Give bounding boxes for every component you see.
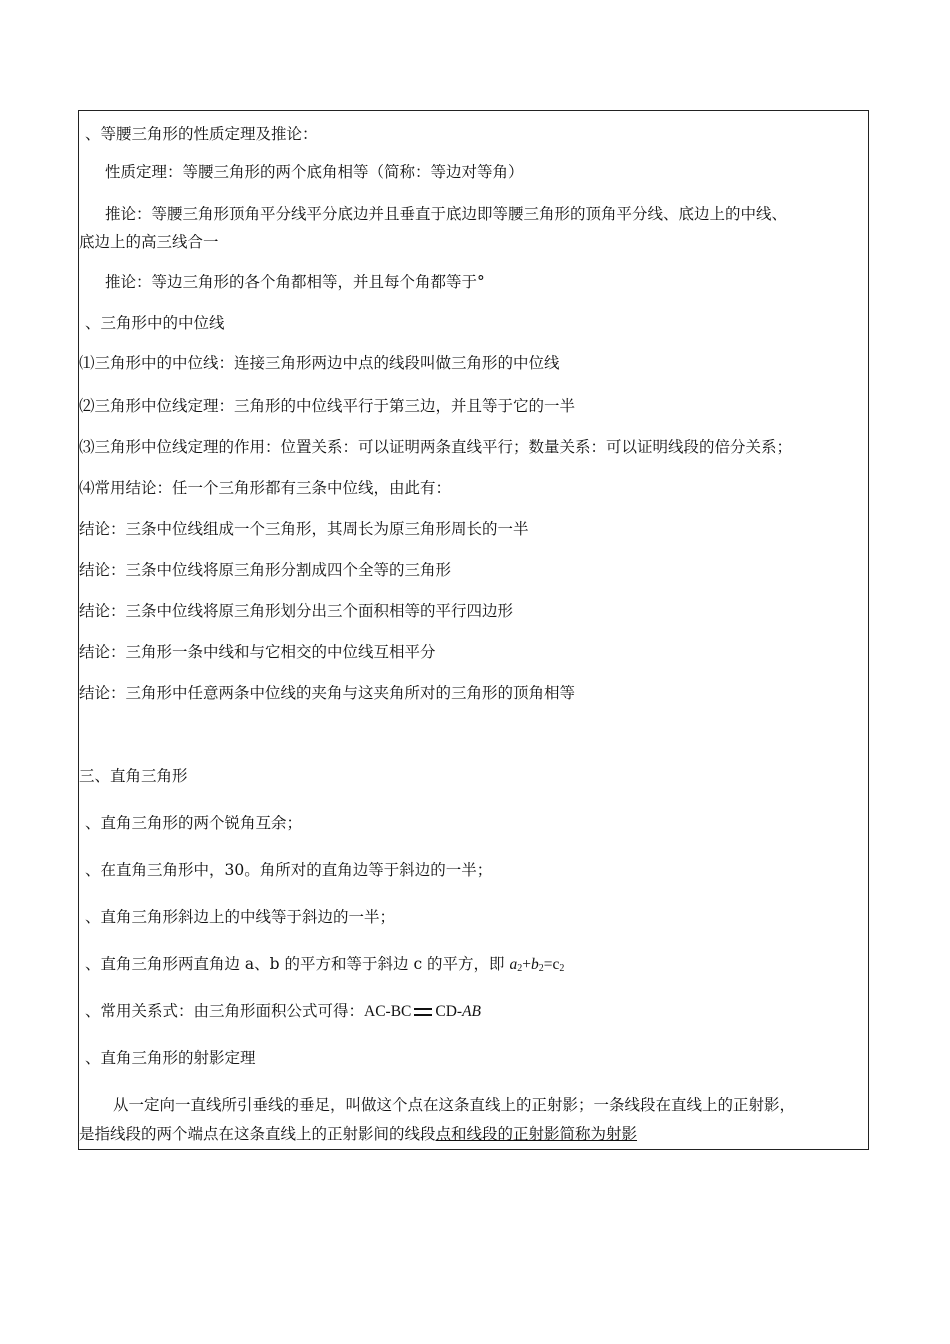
heading-isosceles: 、等腰三角形的性质定理及推论： <box>85 125 318 143</box>
right-triangle-item-2: 、在直角三角形中，30。角所对的直角边等于斜边的一半； <box>85 861 493 879</box>
right-triangle-item-6: 、直角三角形的射影定理 <box>85 1049 256 1067</box>
midline-usage: ⑶三角形中位线定理的作用：位置关系：可以证明两条直线平行；数量关系：可以证明线段的倍分关系； <box>79 438 793 456</box>
right-triangle-item-5 <box>85 1000 481 1023</box>
conclusion-1: 结论：三条中位线组成一个三角形，其周长为原三角形周长的一半 <box>79 520 529 538</box>
corollary-2: 推论：等边三角形的各个角都相等，并且每个角都等于° <box>105 273 485 291</box>
common-conclusions: ⑷常用结论：任一个三角形都有三条中位线，由此有： <box>79 479 452 497</box>
projection-definition-line-1: 从一定向一直线所引垂线的垂足，叫做这个点在这条直线上的正射影；一条线段在直线上的正射影， <box>113 1096 796 1114</box>
heading-right-triangle: 三、直角三角形 <box>79 767 188 785</box>
equals-sign-icon <box>414 1008 432 1016</box>
projection-definition-line-2: 是指线段的两个端点在这条直线上的正射影间的线段点和线段的正射影简称为射影 <box>79 1125 638 1143</box>
projection-note: 点和线段的正射影简称为射影 <box>435 1125 638 1143</box>
right-triangle-item-1: 、直角三角形的两个锐角互余； <box>85 814 303 832</box>
corollary-1-line-2: 底边上的高三线合一 <box>79 233 219 251</box>
corollary-1-line-1: 推论：等腰三角形顶角平分线平分底边并且垂直于底边即等腰三角形的顶角平分线、底边上的中线、 <box>105 205 788 223</box>
content-frame <box>78 110 869 1150</box>
property-theorem: 性质定理：等腰三角形的两个底角相等（简称：等边对等角） <box>105 163 524 181</box>
midline-definition: ⑴三角形中的中位线：连接三角形两边中点的线段叫做三角形的中位线 <box>79 354 560 372</box>
right-triangle-item-3: 、直角三角形斜边上的中线等于斜边的一半； <box>85 908 396 926</box>
conclusion-3: 结论：三条中位线将原三角形划分出三个面积相等的平行四边形 <box>79 602 514 620</box>
pythagorean-text: 、直角三角形两直角边 a、b 的平方和等于斜边 c 的平方，即 <box>85 955 510 973</box>
conclusion-5: 结论：三角形中任意两条中位线的夹角与这夹角所对的三角形的顶角相等 <box>79 684 576 702</box>
area-relation-text: 、常用关系式：由三角形面积公式可得： <box>85 1002 365 1020</box>
midline-theorem: ⑵三角形中位线定理：三角形的中位线平行于第三边，并且等于它的一半 <box>79 397 576 415</box>
right-triangle-item-4 <box>85 953 564 980</box>
conclusion-2: 结论：三条中位线将原三角形分割成四个全等的三角形 <box>79 561 452 579</box>
heading-midline: 、三角形中的中位线 <box>85 314 225 332</box>
conclusion-4: 结论：三角形一条中线和与它相交的中位线互相平分 <box>79 643 436 661</box>
area-formula: AC-BC CD-AB <box>364 1003 482 1020</box>
pythagorean-formula: $a_2+b_2=c_2$ <box>509 956 565 974</box>
